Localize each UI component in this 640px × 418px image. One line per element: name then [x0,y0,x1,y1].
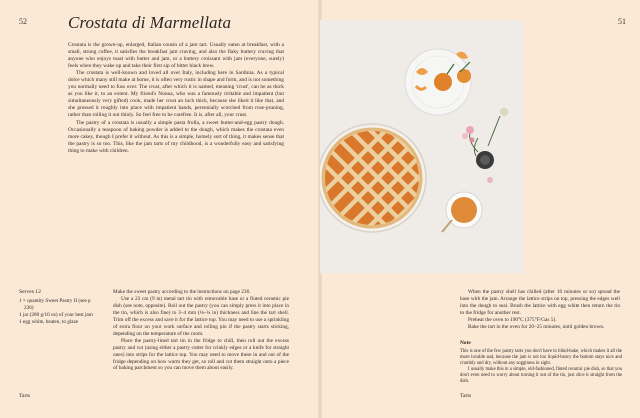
ingredient-item: 1 × quantity Sweet Pastry II (see p 236) [19,298,91,311]
method-step: When the pastry shell has chilled (after 10 minutes or so) spread the base with the jam. Arrange the lattice strips on top, pressing the edges well into the dough to seal. Brush the lattice with egg white then return the tin to the fridge for another rest. [460,289,620,316]
right-footer: Tarts [460,393,472,399]
method-left [113,289,289,372]
method-step: Place the pastry-lined tart tin in the fridge to chill, then roll out the excess pastry and cut (using either a pastry cutter for crinkly edges or a knife for straight ones) into strips for the lattice top. You may need to move these in and out of the fridge depending on how warm they get, so roll and cut them straight onto a piece of baking parchment so you can move them about easily. [113,337,289,372]
orange [434,73,452,91]
note-heading: Note [460,340,471,346]
method-step: Preheat the oven to 190°C (375°F/Gas 5). [468,316,557,323]
orange [457,69,471,83]
recipe-intro [68,42,284,155]
left-page-number: 52 [19,17,27,26]
recipe-note [460,349,622,386]
tart-photo [320,20,524,273]
right-page [320,0,640,418]
intro-paragraph-2: The crostata is well-known and loved all over Italy, including here in Sardinia. As a typical dolce which many still make at home, it is often very rustic in shape and form, and is not something you normally need to fuss over. The crust, after which it is named, meaning 'crust', can be as thick as you like it, to an extent. My friend's Nonna, who was a famously irritable and impatient (but simultaneously very gifted) cook, made her crust an inch thick, because she liked it like that, and she pressed it roughly into place with impatient hands, perennially scorched from rose-pruning, rather than rolling it out thinly. So feel free to be carefree. It is, after all, your crust. [68,70,284,119]
ingredient-list [19,298,97,326]
right-page-number: 51 [618,17,626,26]
left-footer: Tarts [19,393,31,399]
ingredient-item: 1 jar (280 g/10 oz) of your best jam [19,311,93,318]
tart-photo-illustration [320,20,524,273]
intro-paragraph-1: Crostata is the grown-up, enlarged, Italian cousin of a jam tart. Usually eaten at breakfast, with a small, strong coffee, it satisfies the breakfast jam craving, and also the flaky buttery craving that anyone who enjoys toast with butter and jam, or a buttery croissant with jam (everyone, surely) feels when they wake up and take their first sip of bitter black brew. [68,42,284,70]
ingredient-item: 1 egg white, beaten, to glaze [19,318,79,325]
note-paragraph: This is one of the few pastry tarts you don't have to blind-bake, which makes it all the more lovable and, because the jam is not too liquid-heavy the bottom stays nice and crumbly and dry, without any sogginess in sight. [460,349,622,367]
method-right [460,289,620,331]
method-step: Make the sweet pastry according to the instructions on page 236. [113,289,251,295]
method-step: Use a 23 cm (9 in) metal tart tin with removable base or a fluted ceramic pie dish (see note, opposite). Roll out the pastry (you can simply press it into place in the tin, which is also fine) to 3–4 mm (⅛–¼ in) thickness and line the tart shell. Trim off the excess and save it for the lattice top. You may need to use a sprinkling of extra flour on your work surface and rolling pin if the pastry starts sticking, depending on the temperature of the room. [113,295,289,337]
recipe-title: Crostata di Marmellata [68,13,232,32]
serves-label: Serves 12 [19,289,41,295]
intro-paragraph-3: The pastry of a crostata is usually a simple pasta frolla, a sweet butter-and-egg pastry dough. Occasionally a teaspoon of baking powder is added to the dough, which makes the crostata even more cakey, though I prefer it without. As this is a simple, homely sort of thing, it makes sense that the pastry is so too. This, like the jam tarts of my childhood, is a wonderfully easy and satisfying thing to make with children. [68,119,284,154]
method-step: Bake the tart in the oven for 20–25 minutes, until golden brown. [468,323,605,330]
note-paragraph: I usually make this in a simple, old-fashioned, fluted ceramic pie dish, so that you don't even need to worry about turning it out of the tin, just slice it straight from the dish. [460,367,622,385]
flower [466,126,474,134]
